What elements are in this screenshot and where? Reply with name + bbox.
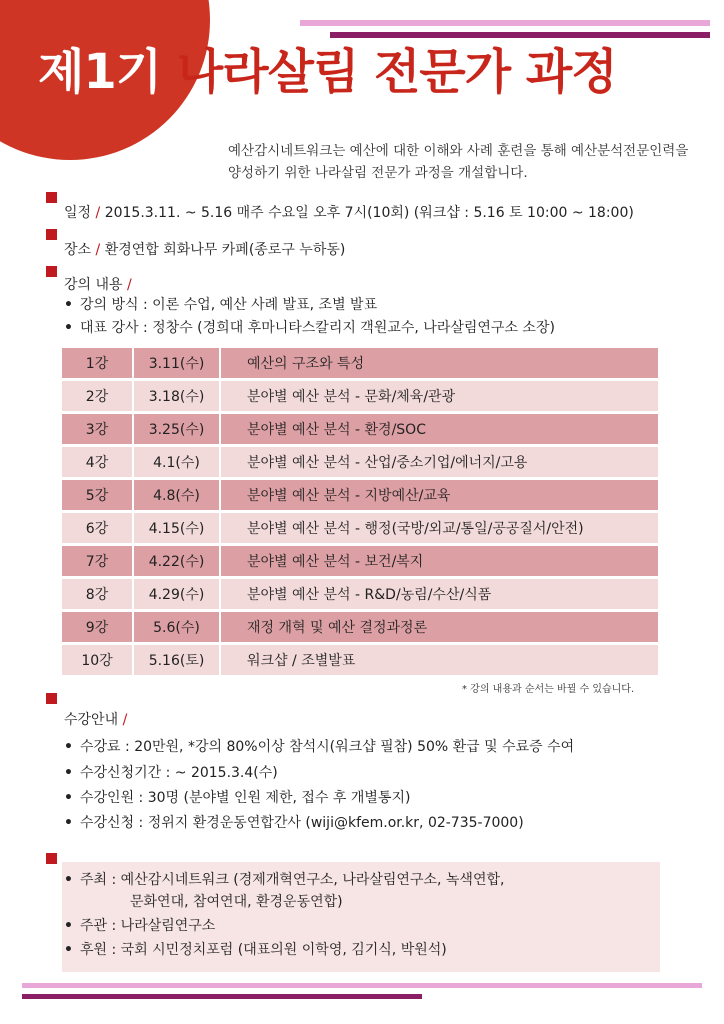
schedule-line: 일정 / 2015.3.11. ~ 5.16 매주 수요일 오후 7시(10회) (워크샵 : 5.16 토 10:00 ~ 18:00) (64, 205, 634, 221)
list-item: • 대표 강사 : 정창수 (경희대 후마니타스칼리지 객원교수, 나라살림연구소 소장) (64, 320, 555, 336)
section-marker-icon (46, 853, 57, 864)
bullet-dot-icon: • (64, 790, 73, 806)
table-row: 2강 3.18(수) 분야별 예산 분석 - 문화/체육/관광 (62, 381, 658, 411)
section-marker-icon (46, 229, 57, 240)
table-row: 4강 4.1(수) 분야별 예산 분석 - 산업/중소기업/에너지/고용 (62, 447, 658, 477)
bottom-stripe-purple (22, 994, 422, 999)
bullet-dot-icon: • (64, 320, 73, 336)
table-row: 7강 4.22(수) 분야별 예산 분석 - 보건/복지 (62, 546, 658, 576)
sponsor-line: • 후원 : 국회 시민정치포럼 (대표의원 이학영, 김기식, 박원석) (64, 942, 447, 958)
table-row: 9강 5.6(수) 재정 개혁 및 예산 결정과정론 (62, 612, 658, 642)
table-row: 8강 4.29(수) 분야별 예산 분석 - R&D/농림/수산/식품 (62, 579, 658, 609)
page-title (38, 44, 718, 102)
title-number: 제1기 (38, 44, 162, 100)
host-line: • 주최 : 예산감시네트워크 (경제개혁연구소, 나라살림연구소, 녹색연합, (64, 872, 505, 888)
table-row: 3강 3.25(수) 분야별 예산 분석 - 환경/SOC (62, 414, 658, 444)
host-line-continued: 문화연대, 참여연대, 환경운동연합) (130, 894, 343, 910)
bullet-dot-icon: • (64, 918, 73, 934)
guide-heading: 수강안내 / (64, 712, 128, 728)
table-row: 1강 3.11(수) 예산의 구조와 특성 (62, 348, 658, 378)
table-row: 10강 5.16(토) 워크샵 / 조별발표 (62, 645, 658, 675)
list-item: • 수강인원 : 30명 (분야별 인원 제한, 접수 후 개별통지) (64, 790, 411, 806)
list-item: • 수강료 : 20만원, *강의 80%이상 참석시(워크샵 필참) 50% 환급 및 수료증 수여 (64, 739, 575, 755)
list-item: • 수강신청 : 정위지 환경운동연합간사 (wiji@kfem.or.kr, 02-735-7000) (64, 815, 524, 831)
title-rest: 나라살림 전문가 과정 (176, 44, 617, 100)
list-item: • 수강신청기간 : ~ 2015.3.4(수) (64, 765, 278, 781)
bullet-dot-icon: • (64, 765, 73, 781)
lecture-schedule-table (62, 345, 658, 678)
section-marker-icon (46, 693, 57, 704)
lecture-heading: 강의 내용 / (64, 277, 132, 293)
top-stripe-purple (330, 32, 710, 38)
section-marker-icon (46, 192, 57, 203)
bullet-dot-icon: • (64, 739, 73, 755)
list-item: • 강의 방식 : 이론 수업, 예산 사례 발표, 조별 발표 (64, 297, 378, 313)
top-stripe-pink (300, 20, 710, 26)
organizer-line: • 주관 : 나라살림연구소 (64, 918, 216, 934)
intro-text: 예산감시네트워크는 예산에 대한 이해와 사례 훈련을 통해 예산분석전문인력을 양성하기 위한 나라살림 전문가 과정을 개설합니다. (228, 143, 689, 181)
bullet-dot-icon: • (64, 872, 73, 888)
bullet-dot-icon: • (64, 942, 73, 958)
section-marker-icon (46, 266, 57, 277)
schedule-note: * 강의 내용과 순서는 바뀔 수 있습니다. (462, 684, 635, 695)
bullet-dot-icon: • (64, 815, 73, 831)
place-line: 장소 / 환경연합 회화나무 카페(종로구 누하동) (64, 242, 346, 258)
bottom-stripe-pink (22, 983, 702, 988)
table-row: 5강 4.8(수) 분야별 예산 분석 - 지방예산/교육 (62, 480, 658, 510)
bullet-dot-icon: • (64, 297, 73, 313)
table-row: 6강 4.15(수) 분야별 예산 분석 - 행정(국방/외교/통일/공공질서/안전) (62, 513, 658, 543)
